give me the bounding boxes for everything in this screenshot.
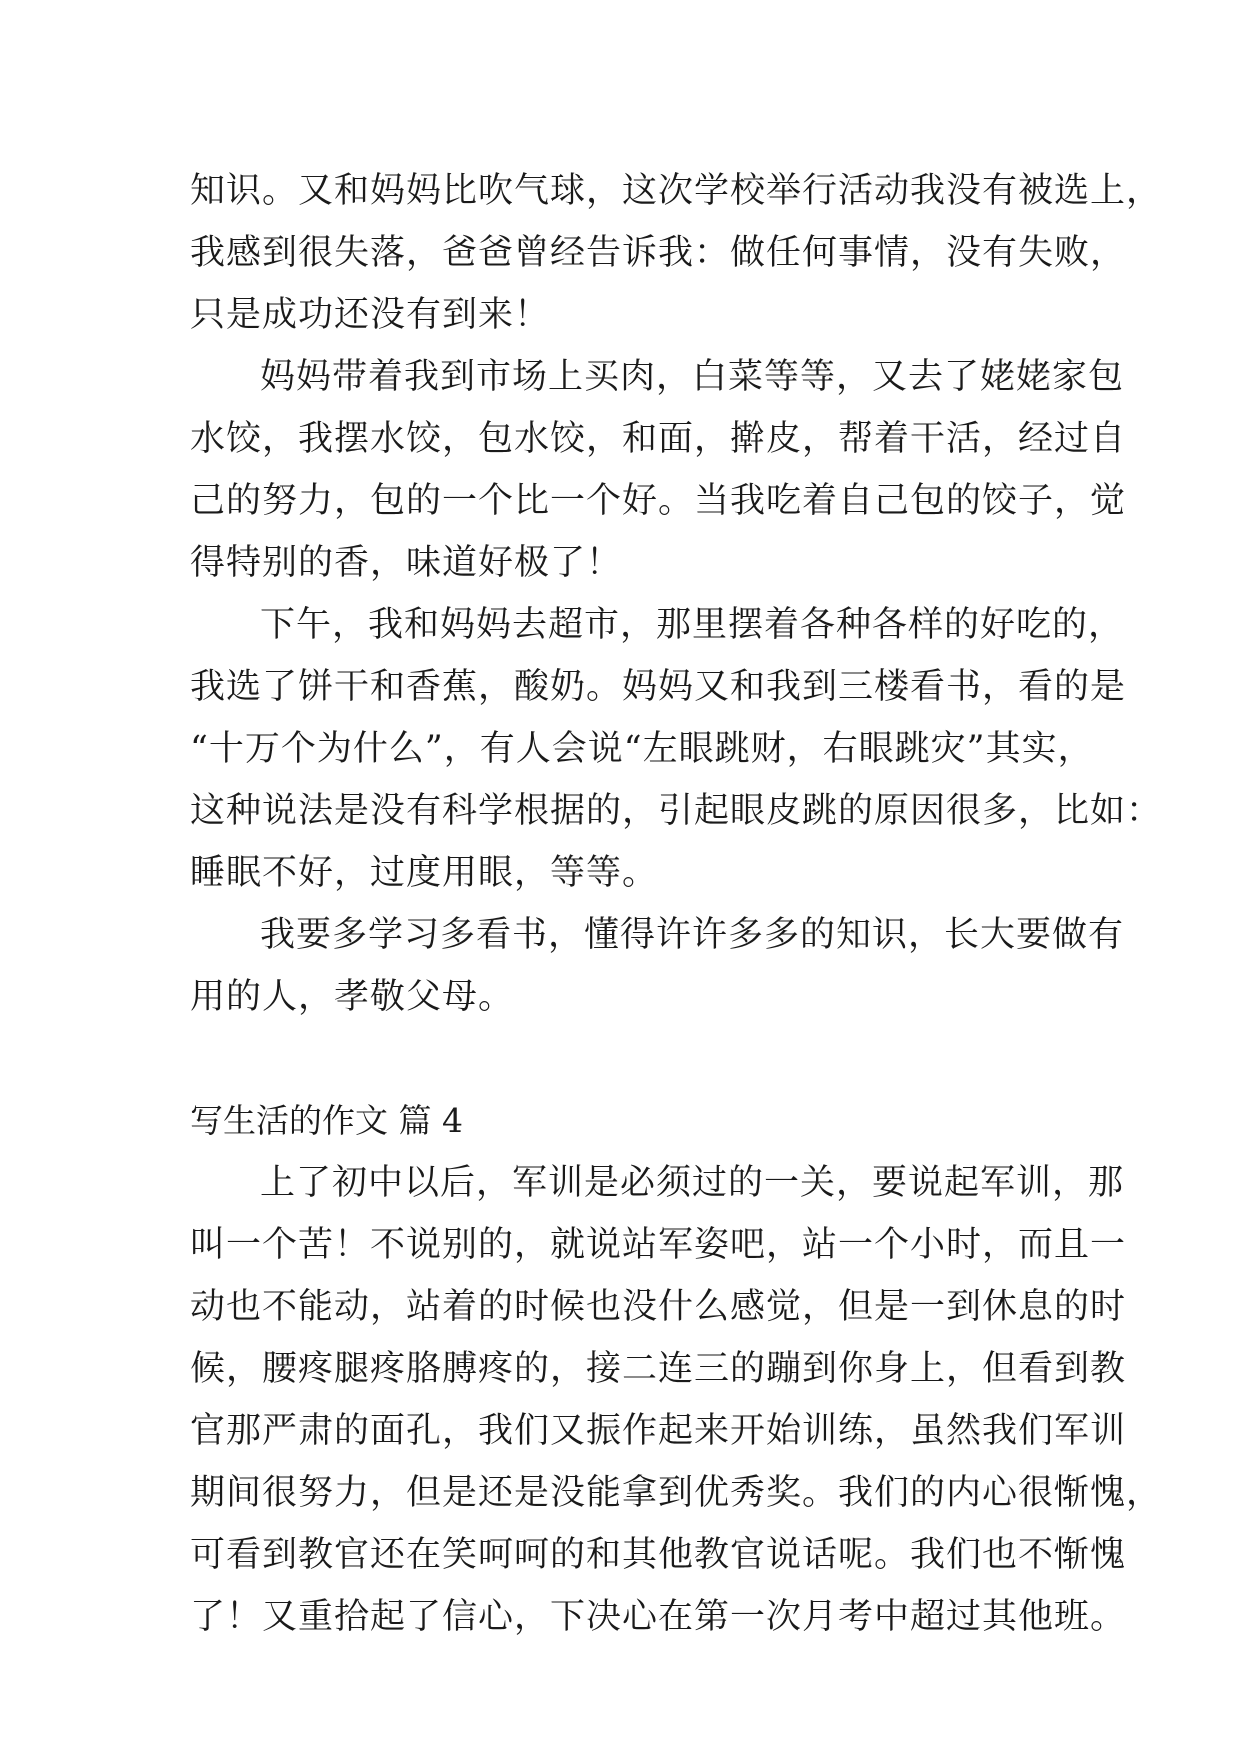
text-line: 动也不能动，站着的时候也没什么感觉，但是一到休息的时 — [190, 1287, 1127, 1327]
text-line: 了！又重拾起了信心，下决心在第一次月考中超过其他班。 — [190, 1597, 1127, 1637]
text-line: 睡眠不好，过度用眼，等等。 — [190, 853, 659, 893]
text-line: 用的人，孝敬父母。 — [190, 977, 515, 1017]
text-line: 期间很努力，但是还是没能拿到优秀奖。我们的内心很惭愧， — [190, 1473, 1163, 1513]
text-line: 知识。又和妈妈比吹气球，这次学校举行活动我没有被选上， — [190, 171, 1163, 211]
section-spacer — [190, 1028, 1070, 1090]
document-page — [190, 160, 1163, 1648]
text-line: 我要多学习多看书，懂得许许多多的知识，长大要做有 — [260, 915, 1125, 955]
section-heading: 写生活的作文 篇 4 — [190, 1101, 463, 1140]
text-line: 妈妈带着我到市场上买肉，白菜等等，又去了姥姥家包 — [260, 357, 1125, 397]
paragraph-dumplings — [190, 346, 1127, 594]
text-line: 这种说法是没有科学根据的，引起眼皮跳的原因很多，比如： — [190, 791, 1163, 831]
text-line: 上了初中以后，军训是必须过的一关，要说起军训，那 — [260, 1163, 1125, 1203]
text-line: 己的努力，包的一个比一个好。当我吃着自己包的饺子，觉 — [190, 481, 1127, 521]
paragraph-top — [190, 160, 1163, 346]
text-line: 叫一个苦！不说别的，就说站军姿吧，站一个小时，而且一 — [190, 1225, 1127, 1265]
text-line: “十万个为什么”，有人会说“左眼跳财，右眼跳灾”其实， — [190, 729, 1094, 769]
text-line: 候，腰疼腿疼胳膊疼的，接二连三的蹦到你身上，但看到教 — [190, 1349, 1127, 1389]
text-line: 可看到教官还在笑呵呵的和其他教官说话呢。我们也不惭愧 — [190, 1535, 1127, 1575]
text-line: 只是成功还没有到来！ — [190, 295, 551, 335]
text-line: 官那严肃的面孔，我们又振作起来开始训练，虽然我们军训 — [190, 1411, 1127, 1451]
text-line: 得特别的香，味道好极了！ — [190, 543, 623, 583]
text-line: 下午，我和妈妈去超市，那里摆着各种各样的好吃的， — [260, 605, 1125, 645]
paragraph-supermarket — [190, 594, 1163, 904]
text-line: 我选了饼干和香蕉，酸奶。妈妈又和我到三楼看书，看的是 — [190, 667, 1127, 707]
text-line: 我感到很失落，爸爸曾经告诉我：做任何事情，没有失败， — [190, 233, 1127, 273]
paragraph-study — [190, 904, 1125, 1028]
paragraph-military-training — [190, 1152, 1163, 1648]
text-line: 水饺，我摆水饺，包水饺，和面，擀皮，帮着干活，经过自 — [190, 419, 1127, 459]
